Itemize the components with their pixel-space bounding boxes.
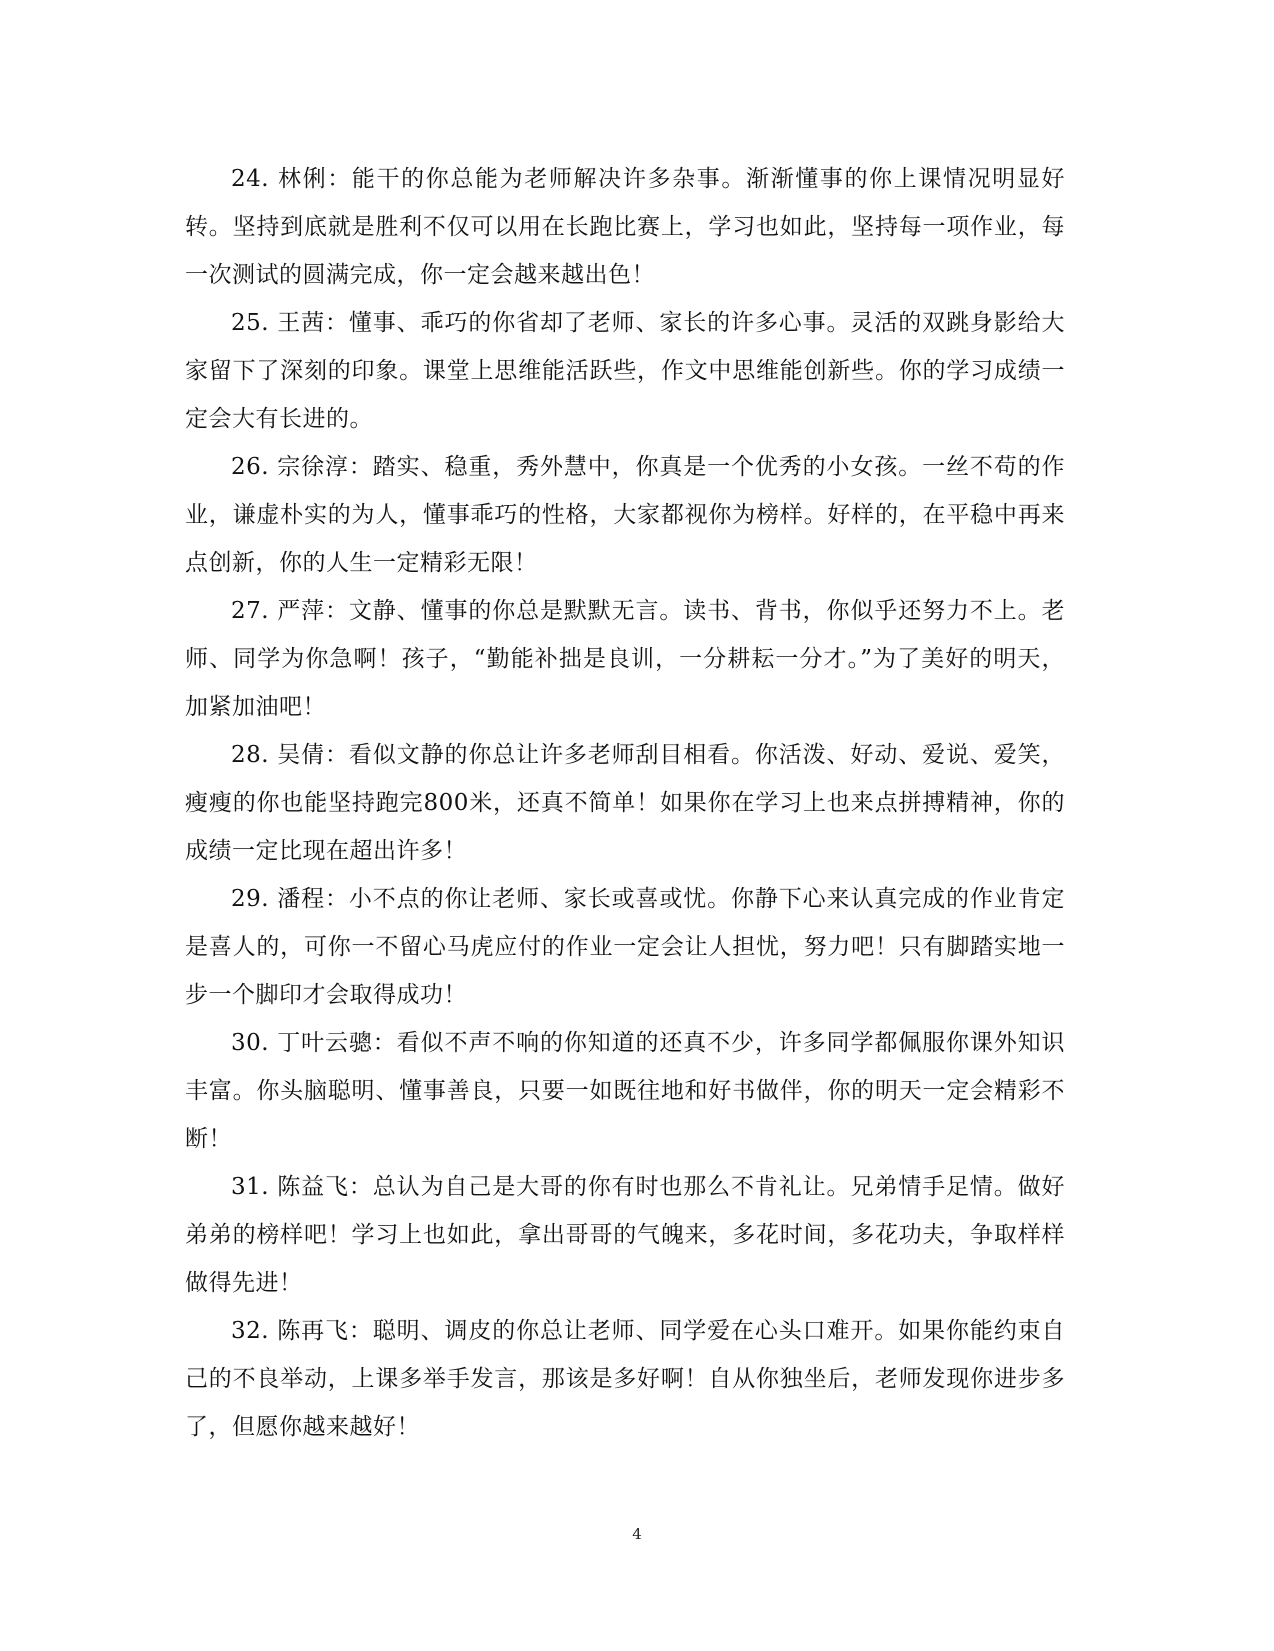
page-number: 4 [632, 1525, 642, 1543]
comment-entry-24: 24. 林俐：能干的你总能为老师解决许多杂事。渐渐懂事的你上课情况明显好转。坚持到底就是胜利不仅可以用在长跑比赛上，学习也如此，坚持每一项作业，每一次测试的圆满完成，你一定会越来越出色！ [185, 166, 1065, 288]
comment-entry-27: 27. 严萍：文静、懂事的你总是默默无言。读书、背书，你似乎还努力不上。老师、同学为你急啊！孩子，“勤能补拙是良训，一分耕耘一分才。”为了美好的明天，加紧加油吧！ [185, 598, 1065, 720]
comment-entry-30: 30. 丁叶云骢：看似不声不响的你知道的还真不少，许多同学都佩服你课外知识丰富。你头脑聪明、懂事善良，只要一如既往地和好书做伴，你的明天一定会精彩不断！ [185, 1030, 1065, 1152]
comment-entry-28: 28. 吴倩：看似文静的你总让许多老师刮目相看。你活泼、好动、爱说、爱笑，瘦瘦的你也能坚持跑完800米，还真不简单！如果你在学习上也来点拼搏精神，你的成绩一定比现在超出许多！ [185, 742, 1065, 864]
document-body [185, 155, 1065, 1451]
comment-entry-26: 26. 宗徐淳：踏实、稳重，秀外慧中，你真是一个优秀的小女孩。一丝不苟的作业，谦虚朴实的为人，懂事乖巧的性格，大家都视你为榜样。好样的，在平稳中再来点创新，你的人生一定精彩无限！ [185, 454, 1065, 576]
comment-entry-29: 29. 潘程：小不点的你让老师、家长或喜或忧。你静下心来认真完成的作业肯定是喜人的，可你一不留心马虎应付的作业一定会让人担忧，努力吧！只有脚踏实地一步一个脚印才会取得成功！ [185, 886, 1065, 1008]
comment-entry-32: 32. 陈再飞：聪明、调皮的你总让老师、同学爱在心头口难开。如果你能约束自己的不良举动，上课多举手发言，那该是多好啊！自从你独坐后，老师发现你进步多了，但愿你越来越好！ [185, 1318, 1065, 1440]
comment-entry-25: 25. 王茜：懂事、乖巧的你省却了老师、家长的许多心事。灵活的双跳身影给大家留下了深刻的印象。课堂上思维能活跃些，作文中思维能创新些。你的学习成绩一定会大有长进的。 [185, 310, 1065, 432]
comment-entry-31: 31. 陈益飞：总认为自己是大哥的你有时也那么不肯礼让。兄弟情手足情。做好弟弟的榜样吧！学习上也如此，拿出哥哥的气魄来，多花时间，多花功夫，争取样样做得先进！ [185, 1174, 1065, 1296]
